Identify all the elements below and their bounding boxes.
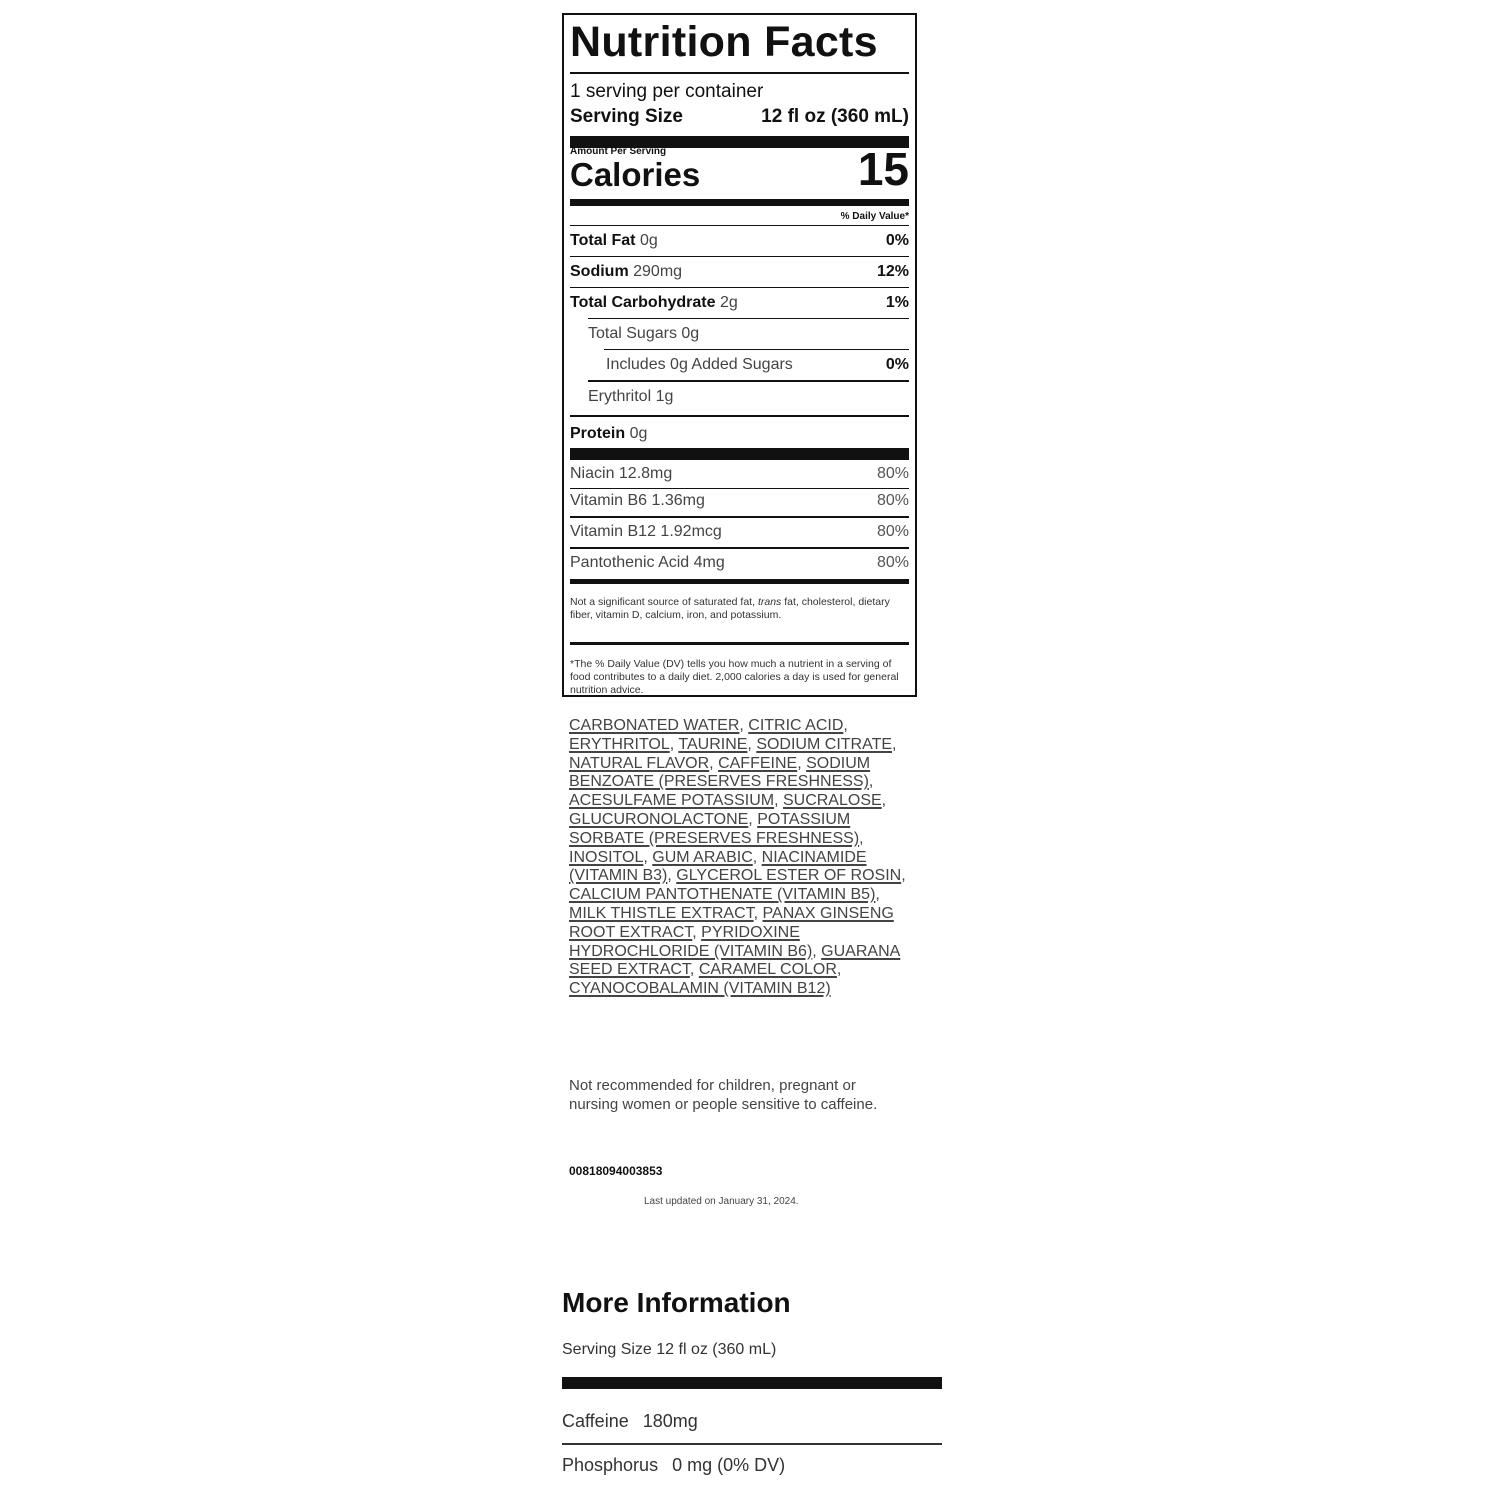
ingredient-item: CARAMEL COLOR <box>698 961 837 979</box>
ingredient-item: TAURINE <box>678 735 748 753</box>
nutrient-row-sodium <box>570 259 909 287</box>
more-info-serving-size: Serving Size 12 fl oz (360 mL) <box>562 1341 777 1358</box>
divider <box>570 516 909 518</box>
nutrient-row-total-fat <box>570 228 909 256</box>
nutrient-name: Includes 0g Added Sugars <box>606 356 793 373</box>
ingredient-item: SUCRALOSE <box>782 792 882 810</box>
amount-per-serving: Amount Per Serving <box>570 146 667 157</box>
nutrient-dv: 0% <box>885 232 909 249</box>
last-updated: Last updated on January 31, 2024. <box>644 1196 799 1207</box>
phosphorus-value: 0 mg (0% DV) <box>672 1455 786 1475</box>
phosphorus-label: Phosphorus <box>562 1455 659 1475</box>
vitamin-row <box>570 550 909 578</box>
ingredient-item: CALCIUM PANTOTHENATE (VITAMIN B5) <box>569 886 876 904</box>
divider <box>570 287 909 288</box>
ingredient-item: CARBONATED WATER <box>569 717 740 734</box>
vitamin-row <box>570 488 909 516</box>
thick-divider <box>570 199 909 206</box>
nutrient-name: Total Fat <box>570 232 636 249</box>
phosphorus-row <box>562 1455 785 1476</box>
ingredient-item: ACESULFAME POTASSIUM <box>569 792 775 810</box>
nutrient-amount: 0g <box>639 232 658 249</box>
nutrient-dv: 0% <box>885 356 909 373</box>
ingredient-item: INOSITOL <box>569 848 644 866</box>
divider <box>570 72 909 74</box>
divider <box>588 380 909 382</box>
not-significant-note: Not a significant source of saturated fat, trans fat, cholesterol, dietary fiber, vitamin D, calcium, iron, and potassium. <box>570 596 890 621</box>
nutrient-row-added-sugars <box>606 352 909 380</box>
ingredients-list: CARBONATED WATER, CITRIC ACID, ERYTHRITOL, TAURINE, SODIUM CITRATE, NATURAL FLAVOR, CAFFEINE, SODIUM BENZOATE (PRESERVES FRESHNESS), ACESULFAME POTASSIUM, SUCRALOSE, GLUCURONOLACTONE, POTASSIUM SORBATE (PRESERVES FRESHNESS), INOSITOL, GUM ARABIC, NIACINAMIDE (VITAMIN B3), GLYCEROL ESTER OF ROSIN, CALCIUM PANTOTHENATE (VITAMIN B5), MILK THISTLE EXTRACT, PANAX GINSENG ROOT EXTRACT, PYRIDOXINE HYDROCHLORIDE (VITAMIN B6), GUARANA SEED EXTRACT, CARAMEL COLOR, CYANOCOBALAMIN (VITAMIN B12) <box>569 717 906 998</box>
divider <box>570 547 909 549</box>
vitamin-row <box>570 461 909 489</box>
ingredient-item: GLYCEROL ESTER OF ROSIN <box>676 867 902 885</box>
thick-divider <box>570 579 909 584</box>
nutrient-row-erythritol <box>588 384 909 412</box>
vitamin-name: Vitamin B6 1.36mg <box>570 492 705 509</box>
nutrient-row-protein <box>570 421 909 449</box>
servings-per-container: 1 serving per container <box>570 81 764 102</box>
nutrition-facts-label <box>562 13 917 697</box>
vitamin-name: Niacin 12.8mg <box>570 465 673 482</box>
divider <box>570 225 909 226</box>
nutrient-row-total-sugars <box>588 321 909 349</box>
nutrient-name: Total Sugars 0g <box>588 325 700 342</box>
vitamin-name: Vitamin B12 1.92mcg <box>570 523 722 540</box>
thick-divider <box>570 448 909 460</box>
caffeine-label: Caffeine <box>562 1411 629 1431</box>
nutrient-name: Sodium <box>570 263 629 280</box>
nutrient-amount: 0g <box>629 425 648 442</box>
ingredient-item: CAFFEINE <box>718 754 798 772</box>
divider <box>588 318 909 319</box>
ingredient-item: PANAX GINSENG ROOT EXTRACT <box>569 904 894 941</box>
serving-size-value: 12 fl oz (360 mL) <box>761 106 909 127</box>
caffeine-warning: Not recommended for children, pregnant or nursing women or people sensitive to caffeine. <box>569 1077 878 1113</box>
caffeine-row <box>562 1411 698 1432</box>
daily-value-header: % Daily Value* <box>840 211 909 222</box>
label-title: Nutrition Facts <box>570 18 878 66</box>
vitamin-dv: 80% <box>876 554 909 571</box>
ingredient-item: ERYTHRITOL <box>569 735 670 753</box>
calories-value: 15 <box>857 143 909 195</box>
ingredient-item: PYRIDOXINE HYDROCHLORIDE (VITAMIN B6) <box>569 923 813 960</box>
ingredient-item: CYANOCOBALAMIN (VITAMIN B12) <box>569 980 831 998</box>
ingredient-item: GUARANA SEED EXTRACT <box>569 942 901 979</box>
nutrient-name: Erythritol 1g <box>588 388 674 405</box>
divider <box>604 349 909 350</box>
ingredient-item: SODIUM CITRATE <box>756 735 893 753</box>
nutrient-amount: 2g <box>719 294 738 311</box>
more-info-title: More Information <box>562 1287 791 1318</box>
nutrient-dv: 12% <box>876 263 909 280</box>
serving-size-label: Serving Size <box>570 106 683 127</box>
nutrient-dv: 1% <box>885 294 909 311</box>
ingredient-item: NIACINAMIDE (VITAMIN B3) <box>569 848 867 885</box>
ingredient-item: CITRIC ACID <box>748 717 844 734</box>
ingredient-item: GUM ARABIC <box>652 848 753 866</box>
ingredient-item: SODIUM BENZOATE (PRESERVES FRESHNESS) <box>569 754 871 791</box>
divider <box>570 415 909 417</box>
nutrient-amount: 290mg <box>633 263 683 280</box>
vitamin-dv: 80% <box>876 492 909 509</box>
ingredient-item: POTASSIUM SORBATE (PRESERVES FRESHNESS) <box>569 810 860 847</box>
divider <box>570 256 909 257</box>
vitamin-name: Pantothenic Acid 4mg <box>570 554 725 571</box>
nutrient-name: Protein <box>570 425 626 442</box>
calories-label: Calories <box>570 156 701 193</box>
nutrient-name: Total Carbohydrate <box>570 294 716 311</box>
vitamin-dv: 80% <box>876 523 909 540</box>
ingredient-item: GLUCURONOLACTONE <box>569 810 749 828</box>
thick-divider <box>570 642 909 645</box>
ingredient-item: NATURAL FLAVOR <box>569 754 710 772</box>
caffeine-value: 180mg <box>642 1411 698 1431</box>
daily-value-footnote: *The % Daily Value (DV) tells you how much a nutrient in a serving of food contributes to a daily diet. 2,000 calories a day is used for general nutrition advice. <box>570 658 899 696</box>
ingredient-item: MILK THISTLE EXTRACT <box>569 904 754 922</box>
upc-code: 00818094003853 <box>569 1164 663 1178</box>
thick-divider <box>562 1377 942 1389</box>
divider <box>562 1443 942 1445</box>
vitamin-row <box>570 519 909 547</box>
vitamin-dv: 80% <box>876 465 909 482</box>
nutrient-row-total-carbohydrate <box>570 290 909 318</box>
